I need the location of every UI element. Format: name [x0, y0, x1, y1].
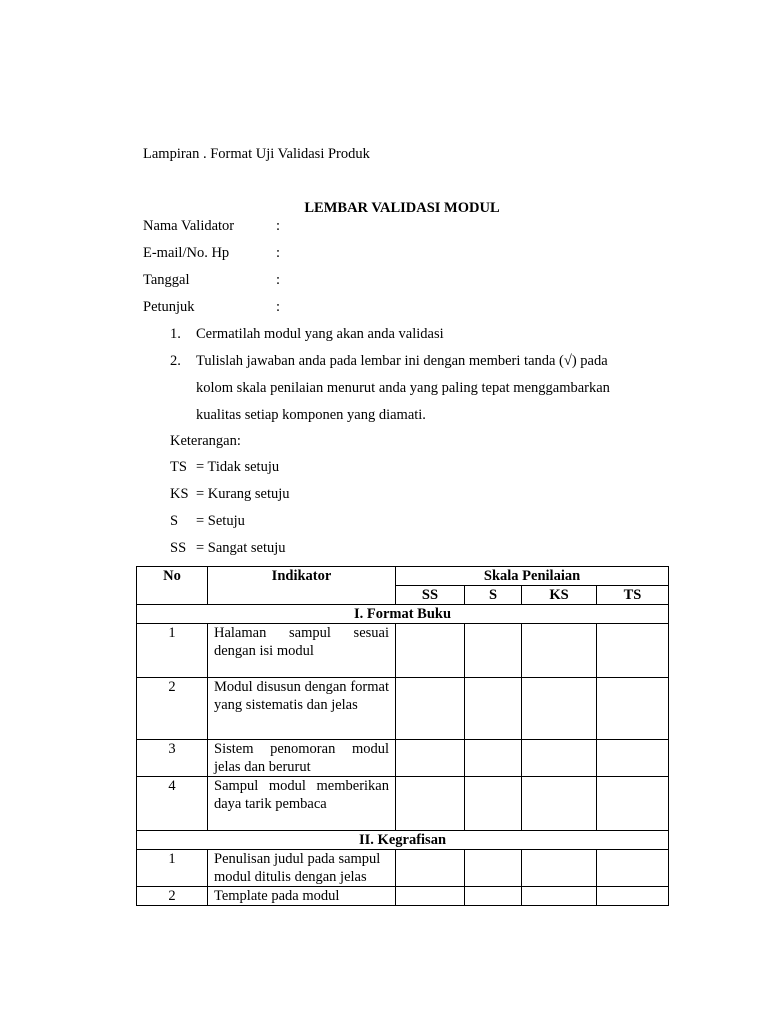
instruction-text: kualitas setiap komponen yang diamati.: [196, 407, 426, 423]
rating-cell-s[interactable]: [465, 887, 522, 906]
rating-cell-s[interactable]: [465, 777, 522, 831]
row-number: 1: [137, 850, 208, 887]
row-number: 2: [137, 678, 208, 740]
field-colon: :: [276, 299, 281, 315]
legend-code: SS: [170, 540, 187, 556]
row-number: 2: [137, 887, 208, 906]
instruction-text: kolom skala penilaian menurut anda yang paling tepat menggambarkan: [196, 380, 610, 396]
row-indicator: Sampul modul memberikan daya tarik pembaca: [208, 777, 396, 831]
rating-cell-ts[interactable]: [597, 678, 669, 740]
rating-cell-ks[interactable]: [522, 624, 597, 678]
rating-cell-ks[interactable]: [522, 740, 597, 777]
legend-desc: = Sangat setuju: [196, 540, 286, 556]
field-label-nama-validator: Nama Validator: [143, 218, 235, 234]
table-row: [137, 850, 669, 887]
field-colon: :: [276, 272, 281, 288]
header-indicator: Indikator: [208, 567, 396, 605]
rating-cell-ts[interactable]: [597, 777, 669, 831]
rating-cell-ts[interactable]: [597, 850, 669, 887]
rating-cell-s[interactable]: [465, 624, 522, 678]
row-indicator: Template pada modul: [208, 887, 396, 906]
instruction-number: 1.: [170, 326, 181, 342]
field-label-email: E-mail/No. Hp: [143, 245, 230, 261]
rating-cell-ss[interactable]: [396, 850, 465, 887]
field-colon: :: [276, 218, 281, 234]
validation-table: [136, 566, 669, 906]
section-title: II. Kegrafisan: [137, 831, 669, 850]
rating-cell-ks[interactable]: [522, 850, 597, 887]
rating-cell-ss[interactable]: [396, 624, 465, 678]
rating-cell-ts[interactable]: [597, 887, 669, 906]
rating-cell-s[interactable]: [465, 678, 522, 740]
table-row: [137, 678, 669, 740]
row-indicator: Modul disusun dengan format yang sistematis dan jelas: [208, 678, 396, 740]
field-label-tanggal: Tanggal: [143, 272, 190, 288]
header-scale: Skala Penilaian: [396, 567, 669, 586]
rating-cell-ss[interactable]: [396, 740, 465, 777]
section-title: I. Format Buku: [137, 605, 669, 624]
header-scale-ss: SS: [396, 586, 465, 605]
instruction-text: Cermatilah modul yang akan anda validasi: [196, 326, 444, 342]
header-scale-ks: KS: [522, 586, 597, 605]
row-number: 3: [137, 740, 208, 777]
rating-cell-ts[interactable]: [597, 624, 669, 678]
rating-cell-ks[interactable]: [522, 777, 597, 831]
rating-cell-ss[interactable]: [396, 678, 465, 740]
attachment-title: Lampiran . Format Uji Validasi Produk: [143, 146, 370, 162]
legend-code: TS: [170, 459, 187, 475]
legend-code: KS: [170, 486, 189, 502]
table-row: [137, 777, 669, 831]
instruction-number: 2.: [170, 353, 181, 369]
rating-cell-s[interactable]: [465, 740, 522, 777]
header-scale-ts: TS: [597, 586, 669, 605]
table-row: [137, 740, 669, 777]
rating-cell-ss[interactable]: [396, 777, 465, 831]
header-no: No: [137, 567, 208, 605]
rating-cell-ts[interactable]: [597, 740, 669, 777]
legend-desc: = Setuju: [196, 513, 245, 529]
table-row: [137, 887, 669, 906]
rating-cell-s[interactable]: [465, 850, 522, 887]
rating-cell-ks[interactable]: [522, 887, 597, 906]
row-indicator: Penulisan judul pada sampul modul ditulis dengan jelas: [208, 850, 396, 887]
table-row: [137, 624, 669, 678]
page-title: LEMBAR VALIDASI MODUL: [304, 200, 500, 216]
row-number: 4: [137, 777, 208, 831]
legend-title: Keterangan:: [170, 433, 241, 449]
instruction-text: Tulislah jawaban anda pada lembar ini dengan memberi tanda (√) pada: [196, 353, 608, 369]
legend-desc: = Kurang setuju: [196, 486, 290, 502]
row-indicator: Halaman sampul sesuai dengan isi modul: [208, 624, 396, 678]
field-label-petunjuk: Petunjuk: [143, 299, 195, 315]
row-number: 1: [137, 624, 208, 678]
legend-desc: = Tidak setuju: [196, 459, 280, 475]
field-colon: :: [276, 245, 281, 261]
row-indicator: Sistem penomoran modul jelas dan berurut: [208, 740, 396, 777]
rating-cell-ks[interactable]: [522, 678, 597, 740]
legend-code: S: [170, 513, 179, 529]
rating-cell-ss[interactable]: [396, 887, 465, 906]
header-scale-s: S: [465, 586, 522, 605]
